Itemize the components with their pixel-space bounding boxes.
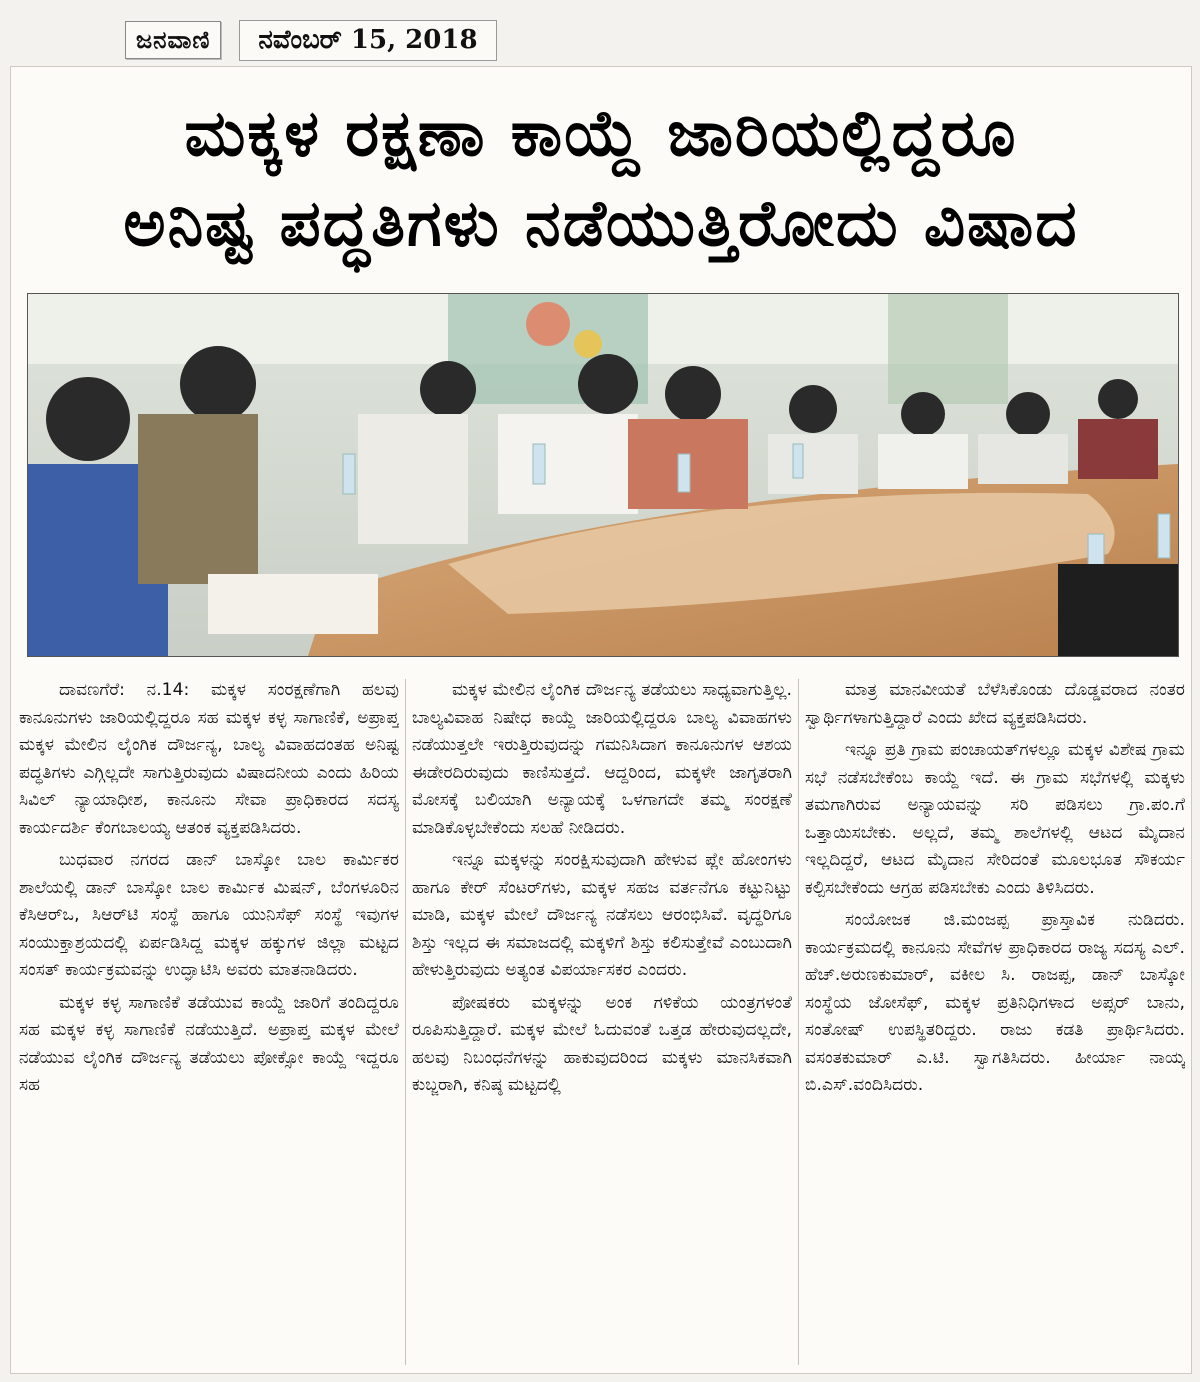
paragraph: ದಾವಣಗೆರೆ: ನ.14: ಮಕ್ಕಳ ಸಂರಕ್ಷಣೆಗಾಗಿ ಹಲವು ಕಾನೂನುಗಳು ಜಾರಿಯಲ್ಲಿದ್ದರೂ ಸಹ ಮಕ್ಕಳ ಕಳ್ಳ ಸಾಗಾಣಿಕೆ, ಅಪ್ರಾಪ್ತ ಮಕ್ಕಳ ಮೇಲಿನ ಲೈಂಗಿಕ ದೌರ್ಜನ್ಯ, ಬಾಲ್ಯ ವಿವಾಹದಂತಹ ಅನಿಷ್ಟ ಪದ್ಧತಿಗಳು ಎಗ್ಗಿಲ್ಲದೇ ಸಾಗುತ್ತಿರುವುದು ವಿಷಾದನೀಯ ಎಂದು ಹಿರಿಯ ಸಿವಿಲ್ ನ್ಯಾಯಾಧೀಶ, ಕಾನೂನು ಸೇವಾ ಪ್ರಾಧಿಕಾರದ ಸದಸ್ಯ ಕಾರ್ಯದರ್ಶಿ ಕೆಂಗಬಾಲಯ್ಯ ಆತಂಕ ವ್ಯಕ್ತಪಡಿಸಿದರು.	[19, 680, 399, 838]
article-clipping	[10, 66, 1192, 1374]
headline-line-2: ಅನಿಷ್ಟ ಪದ್ಧತಿಗಳು ನಡೆಯುತ್ತಿರೋದು ವಿಷಾದ	[123, 187, 1079, 261]
article-column-2	[412, 677, 792, 1367]
paragraph: ಮಾತ್ರ ಮಾನವೀಯತೆ ಬೆಳೆಸಿಕೊಂಡು ದೊಡ್ಡವರಾದ ನಂತರ ಸ್ವಾರ್ಥಿಗಳಾಗುತ್ತಿದ್ದಾರೆ ಎಂದು ಖೇದ ವ್ಯಕ್ತಪಡಿಸಿದರು.	[805, 680, 1185, 728]
headline-line-1: ಮಕ್ಕಳ ರಕ್ಷಣಾ ಕಾಯ್ದೆ ಜಾರಿಯಲ್ಲಿದ್ದರೂ	[184, 97, 1018, 171]
article-column-1	[19, 677, 399, 1367]
column-divider	[798, 679, 799, 1365]
meeting-photo	[27, 293, 1179, 657]
paragraph: ಬುಧವಾರ ನಗರದ ಡಾನ್ ಬಾಸ್ಕೋ ಬಾಲ ಕಾರ್ಮಿಕರ ಶಾಲೆಯಲ್ಲಿ ಡಾನ್ ಬಾಸ್ಕೋ ಬಾಲ ಕಾರ್ಮಿಕ ಮಿಷನ್, ಬೆಂಗಳೂರಿನ ಕೆಸಿಆರ್‌ಒ, ಸಿಆರ್‌ಟಿ ಸಂಸ್ಥೆ ಹಾಗೂ ಯುನಿಸೆಫ್ ಸಂಸ್ಥೆ ಇವುಗಳ ಸಂಯುಕ್ತಾಶ್ರಯದಲ್ಲಿ ಏರ್ಪಡಿಸಿದ್ದ ಮಕ್ಕಳ ಹಕ್ಕುಗಳ ಜಿಲ್ಲಾ ಮಟ್ಟದ ಸಂಸತ್ ಕಾರ್ಯಕ್ರಮವನ್ನು ಉದ್ಘಾಟಿಸಿ ಅವರು ಮಾತನಾಡಿದರು.	[19, 850, 399, 980]
clipping-header	[125, 16, 497, 64]
article-column-3	[805, 677, 1185, 1367]
publication-date: ನವೆಂಬರ್ 15, 2018	[239, 20, 496, 61]
paragraph: ಸಂಯೋಜಕ ಜಿ.ಮಂಜಪ್ಪ ಪ್ರಾಸ್ತಾವಿಕ ನುಡಿದರು. ಕಾರ್ಯಕ್ರಮದಲ್ಲಿ ಕಾನೂನು ಸೇವೆಗಳ ಪ್ರಾಧಿಕಾರದ ರಾಜ್ಯ ಸದಸ್ಯ ಎಲ್. ಹೆಚ್.ಅರುಣಕುಮಾರ್, ವಕೀಲ ಸಿ. ರಾಜಪ್ಪ, ಡಾನ್ ಬಾಸ್ಕೋ ಸಂಸ್ಥೆಯ ಜೋಸೆಫ್, ಮಕ್ಕಳ ಪ್ರತಿನಿಧಿಗಳಾದ ಅಪ್ಸರ್ ಬಾನು, ಸಂತೋಷ್ ಉಪಸ್ಥಿತರಿದ್ದರು. ರಾಜು ಕಡತಿ ಪ್ರಾರ್ಥಿಸಿದರು. ವಸಂತಕುಮಾರ್ ಎ.ಟಿ. ಸ್ವಾಗತಿಸಿದರು. ಹೀರ್ಯಾ ನಾಯ್ಕ ಬಿ.ಎಸ್.ವಂದಿಸಿದರು.	[805, 910, 1185, 1095]
article-body	[19, 677, 1185, 1367]
paragraph: ಪೋಷಕರು ಮಕ್ಕಳನ್ನು ಅಂಕ ಗಳಿಕೆಯ ಯಂತ್ರಗಳಂತೆ ರೂಪಿಸುತ್ತಿದ್ದಾರೆ. ಮಕ್ಕಳ ಮೇಲೆ ಓದುವಂತೆ ಒತ್ತಡ ಹೇರುವುದಲ್ಲದೇ, ಹಲವು ನಿಬಂಧನೆಗಳನ್ನು ಹಾಕುವುದರಿಂದ ಮಕ್ಕಳು ಮಾನಸಿಕವಾಗಿ ಕುಬ್ಜರಾಗಿ, ಕನಿಷ್ಠ ಮಟ್ಟದಲ್ಲಿ	[412, 992, 792, 1095]
paragraph: ಇನ್ನೂ ಪ್ರತಿ ಗ್ರಾಮ ಪಂಚಾಯತ್‌ಗಳಲ್ಲೂ ಮಕ್ಕಳ ವಿಶೇಷ ಗ್ರಾಮ ಸಭೆ ನಡೆಸಬೇಕೆಂಬ ಕಾಯ್ದೆ ಇದೆ. ಈ ಗ್ರಾಮ ಸಭೆಗಳಲ್ಲಿ ಮಕ್ಕಳು ತಮಗಾಗಿರುವ ಅನ್ಯಾಯವನ್ನು ಸರಿ ಪಡಿಸಲು ಗ್ರಾ.ಪಂ.ಗೆ ಒತ್ತಾಯಿಸಬೇಕು. ಅಲ್ಲದೆ, ತಮ್ಮ ಶಾಲೆಗಳಲ್ಲಿ ಆಟದ ಮೈದಾನ ಇಲ್ಲದಿದ್ದರೆ, ಆಟದ ಮೈದಾನ ಸೇರಿದಂತೆ ಮೂಲಭೂತ ಸೌಕರ್ಯ ಕಲ್ಪಿಸಬೇಕೆಂದು ಆಗ್ರಹ ಪಡಿಸಬೇಕು ಎಂದು ತಿಳಿಸಿದರು.	[805, 740, 1185, 898]
newspaper-masthead: ಜನವಾಣಿ	[125, 21, 221, 59]
paragraph: ಮಕ್ಕಳ ಕಳ್ಳ ಸಾಗಾಣಿಕೆ ತಡೆಯುವ ಕಾಯ್ದೆ ಜಾರಿಗೆ ತಂದಿದ್ದರೂ ಸಹ ಮಕ್ಕಳ ಕಳ್ಳ ಸಾಗಾಣಿಕೆ ನಡೆಯುತ್ತಿದೆ. ಅಪ್ರಾಪ್ತ ಮಕ್ಕಳ ಮೇಲೆ ನಡೆಯುವ ಲೈಂಗಿಕ ದೌರ್ಜನ್ಯ ತಡೆಯಲು ಪೋಕ್ಸೋ ಕಾಯ್ದೆ ಇದ್ದರೂ ಸಹ	[19, 992, 399, 1095]
paragraph: ಇನ್ನೂ ಮಕ್ಕಳನ್ನು ಸಂರಕ್ಷಿಸುವುದಾಗಿ ಹೇಳುವ ಪ್ಲೇ ಹೋಂಗಳು ಹಾಗೂ ಕೇರ್ ಸೆಂಟರ್‌ಗಳು, ಮಕ್ಕಳ ಸಹಜ ವರ್ತನೆಗೂ ಕಟ್ಟುನಿಟ್ಟು ಮಾಡಿ, ಮಕ್ಕಳ ಮೇಲೆ ದೌರ್ಜನ್ಯ ನಡೆಸಲು ಆರಂಭಿಸಿವೆ. ವೃದ್ಧರಿಗೂ ಶಿಸ್ತು ಇಲ್ಲದ ಈ ಸಮಾಜದಲ್ಲಿ ಮಕ್ಕಳಿಗೆ ಶಿಸ್ತು ಕಲಿಸುತ್ತೇವೆ ಎಂಬುದಾಗಿ ಹೇಳುತ್ತಿರುವುದು ಅತ್ಯಂತ ವಿಪರ್ಯಾಸಕರ ಎಂದರು.	[412, 850, 792, 980]
column-divider	[405, 679, 406, 1365]
paragraph: ಮಕ್ಕಳ ಮೇಲಿನ ಲೈಂಗಿಕ ದೌರ್ಜನ್ಯ ತಡೆಯಲು ಸಾಧ್ಯವಾಗುತ್ತಿಲ್ಲ. ಬಾಲ್ಯವಿವಾಹ ನಿಷೇಧ ಕಾಯ್ದೆ ಜಾರಿಯಲ್ಲಿದ್ದರೂ ಬಾಲ್ಯ ವಿವಾಹಗಳು ನಡೆಯುತ್ತಲೇ ಇರುತ್ತಿರುವುದನ್ನು ಗಮನಿಸಿದಾಗ ಕಾನೂನುಗಳ ಆಶಯ ಈಡೇರದಿರುವುದು ಕಾಣಿಸುತ್ತದೆ. ಆದ್ದರಿಂದ, ಮಕ್ಕಳೇ ಜಾಗೃತರಾಗಿ ಮೋಸಕ್ಕೆ ಬಲಿಯಾಗಿ ಅನ್ಯಾಯಕ್ಕೆ ಒಳಗಾಗದೇ ತಮ್ಮ ಸಂರಕ್ಷಣೆ ಮಾಡಿಕೊಳ್ಳಬೇಕೆಂದು ಸಲಹೆ ನೀಡಿದರು.	[412, 680, 792, 838]
